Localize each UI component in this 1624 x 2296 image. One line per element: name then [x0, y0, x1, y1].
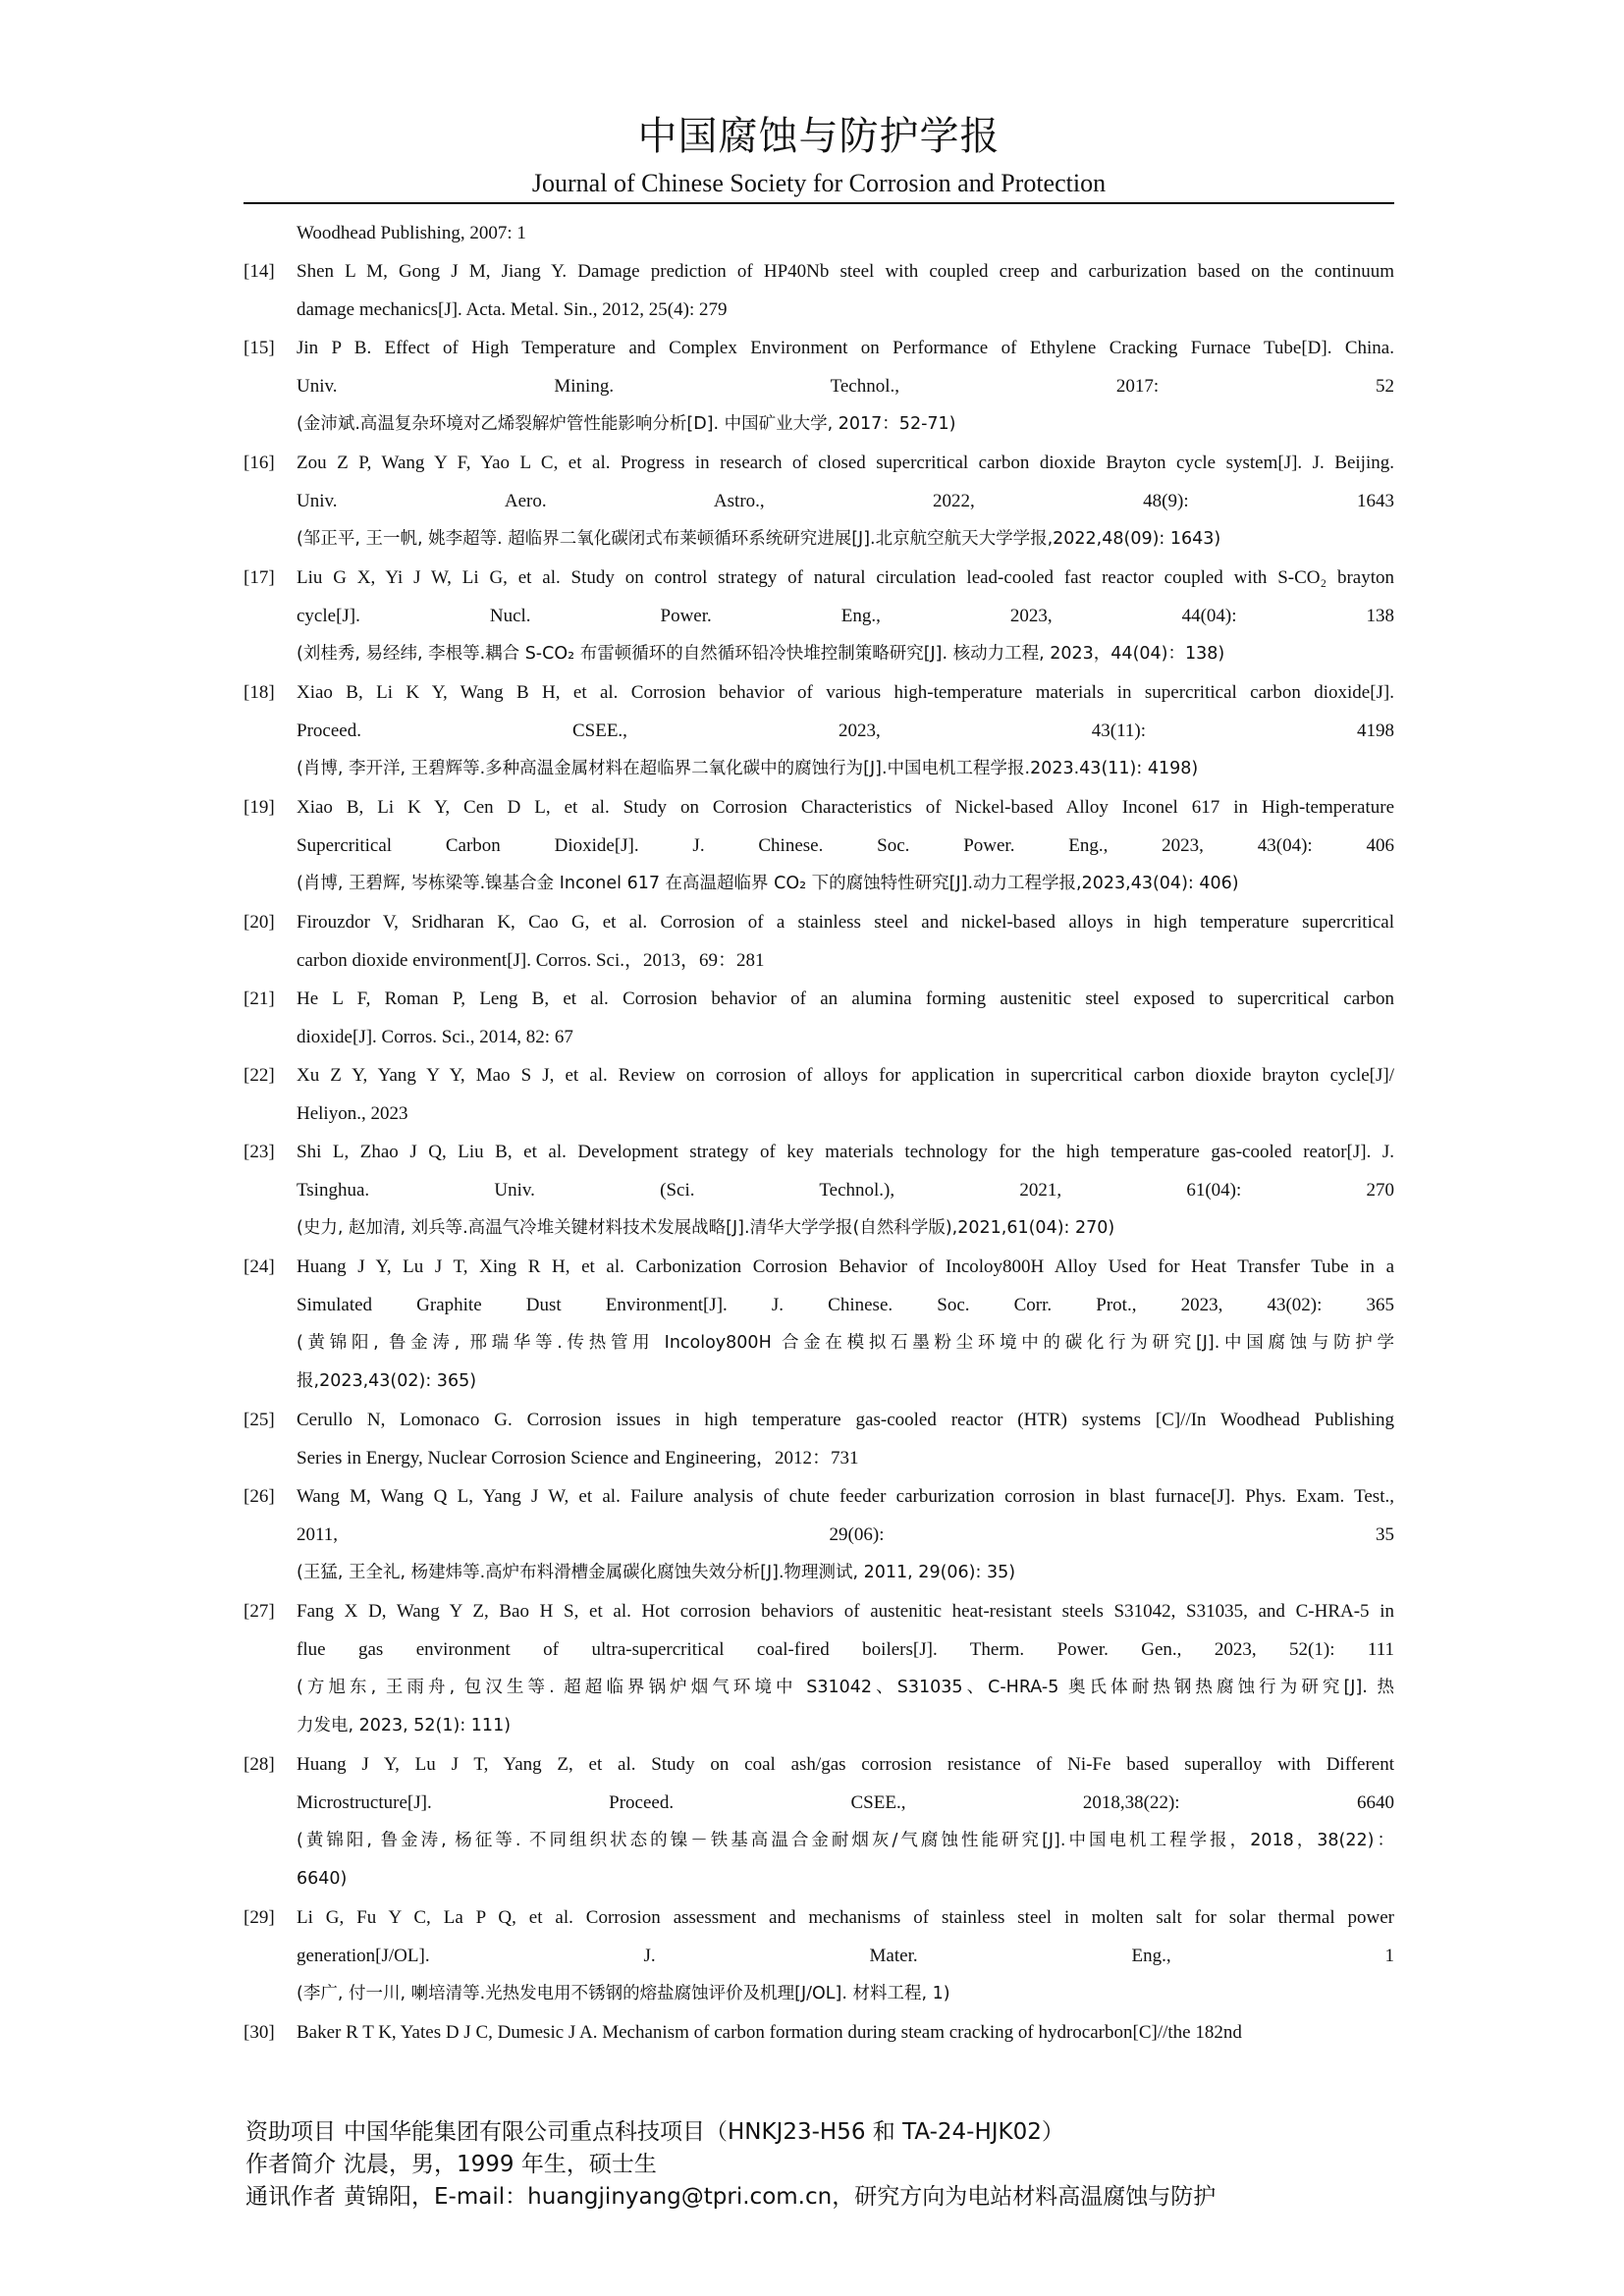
reference-text: [297, 252, 1394, 329]
reference-line: Fang X D, Wang Y Z, Bao H S, et al. Hot corrosion behaviors of austenitic heat-resistant steels S31042, S31035, and C-HRA-5 in: [297, 1601, 1394, 1622]
reference-line-cn: (史力, 赵加清, 刘兵等.高温气冷堆关键材料技术发展战略[J].清华大学学报(自然科学版),2021,61(04): 270): [297, 1218, 1115, 1238]
reference-number: [14]: [244, 261, 275, 282]
reference-item: [244, 1056, 1394, 1133]
reference-line: Tsinghua. Univ. (Sci. Technol.), 2021, 61(04): 270: [297, 1180, 1394, 1201]
reference-line: Baker R T K, Yates D J C, Dumesic J A. Mechanism of carbon formation during steam cracking of hydrocarbon[C]//the 182nd: [297, 2022, 1242, 2043]
journal-title-en: Journal of Chinese Society for Corrosion and Protection: [531, 169, 1107, 197]
reference-number: [27]: [244, 1601, 275, 1622]
reference-line: Heliyon., 2023: [297, 1103, 408, 1124]
reference-number: [21]: [244, 988, 275, 1009]
reference-line: Series in Energy, Nuclear Corrosion Science and Engineering，2012：731: [297, 1448, 859, 1468]
reference-item: [244, 1248, 1394, 1401]
reference-line-cn: 力发电, 2023, 52(1): 111): [297, 1716, 512, 1735]
reference-line: Xu Z Y, Yang Y Y, Mao S J, et al. Review on corrosion of alloys for application in supercritical carbon dioxide brayton cycle[J]/: [297, 1065, 1394, 1086]
reference-item: [244, 1477, 1394, 1592]
reference-line-cn: 报,2023,43(02): 365): [297, 1371, 477, 1391]
reference-number: [28]: [244, 1754, 275, 1775]
reference-item: [244, 329, 1394, 444]
reference-item: [244, 1401, 1394, 1477]
reference-line: Huang J Y, Lu J T, Xing R H, et al. Carbonization Corrosion Behavior of Incoloy800H Alloy Used for Heat Transfer Tube in a: [297, 1256, 1394, 1277]
reference-number: [30]: [244, 2022, 275, 2043]
reference-number: [20]: [244, 912, 275, 933]
reference-item: [244, 788, 1394, 903]
reference-line-cn: (邹正平, 王一帆, 姚李超等. 超临界二氧化碳闭式布莱顿循环系统研究进展[J].北京航空航天大学学报,2022,48(09): 1643): [297, 529, 1221, 549]
reference-line-cn: (金沛斌.高温复杂环境对乙烯裂解炉管性能影响分析[D]. 中国矿业大学, 2017：52-71): [297, 414, 956, 434]
reference-text: [297, 559, 1394, 673]
funding-line: [245, 2116, 1216, 2149]
reference-text: [297, 1248, 1394, 1401]
reference-item: [244, 559, 1394, 673]
reference-line: Microstructure[J]. Proceed. CSEE., 2018,38(22): 6640: [297, 1792, 1394, 1813]
reference-number: [24]: [244, 1256, 275, 1277]
reference-line: Wang M, Wang Q L, Yang J W, et al. Failure analysis of chute feeder carburization corrosion in blast furnace[J]. Phys. Exam. Test.,: [297, 1486, 1394, 1507]
reference-line: Univ. Aero. Astro., 2022, 48(9): 1643: [297, 491, 1394, 511]
reference-text: [297, 214, 1394, 252]
reference-line-cn: 6640): [297, 1869, 348, 1889]
reference-item: [244, 444, 1394, 559]
reference-number: [23]: [244, 1142, 275, 1162]
reference-text: [297, 1592, 1394, 1745]
reference-line-cn: (王猛, 王全礼, 杨建炜等.高炉布料滑槽金属碳化腐蚀失效分析[J].物理测试, 2011, 29(06): 35): [297, 1563, 1016, 1582]
corresponding-author-text: 黄锦阳，E-mail：huangjinyang@tpri.com.cn，研究方向为电站材料高温腐蚀与防护: [344, 2184, 1217, 2210]
reference-text: [297, 1898, 1394, 2013]
author-line: [245, 2149, 1216, 2181]
reference-text: [297, 1401, 1394, 1477]
reference-item: [244, 980, 1394, 1056]
journal-header: [244, 110, 1394, 200]
reference-line: Simulated Graphite Dust Environment[J]. J. Chinese. Soc. Corr. Prot., 2023, 43(02): 365: [297, 1295, 1394, 1315]
reference-item: [244, 673, 1394, 788]
corresponding-author-line: [245, 2181, 1216, 2214]
reference-line: Shen L M, Gong J M, Jiang Y. Damage prediction of HP40Nb steel with coupled creep and carburization based on the continuum: [297, 261, 1394, 282]
reference-text: [297, 1745, 1394, 1898]
reference-line: Zou Z P, Wang Y F, Yao L C, et al. Progress in research of closed supercritical carbon dioxide Brayton cycle system[J]. J. Beijing.: [297, 453, 1394, 473]
reference-line: Xiao B, Li K Y, Wang B H, et al. Corrosion behavior of various high-temperature materials in supercritical carbon dioxide[J].: [297, 682, 1394, 703]
reference-item: [244, 903, 1394, 980]
reference-text: [297, 903, 1394, 980]
reference-line: Li G, Fu Y C, La P Q, et al. Corrosion assessment and mechanisms of stainless steel in molten salt for solar thermal power: [297, 1907, 1394, 1928]
reference-text: [297, 1477, 1394, 1592]
reference-item: [244, 1745, 1394, 1898]
reference-line: Cerullo N, Lomonaco G. Corrosion issues in high temperature gas-cooled reactor (HTR) systems [C]//In Woodhead Publishing: [297, 1410, 1394, 1430]
reference-text: [297, 673, 1394, 788]
reference-line: dioxide[J]. Corros. Sci., 2014, 82: 67: [297, 1027, 573, 1047]
reference-number: [16]: [244, 453, 275, 473]
reference-list: [244, 214, 1394, 2052]
reference-number: [25]: [244, 1410, 275, 1430]
reference-line: damage mechanics[J]. Acta. Metal. Sin., 2012, 25(4): 279: [297, 299, 728, 320]
reference-number: [18]: [244, 682, 275, 703]
corresponding-author-label: 通讯作者: [245, 2184, 336, 2210]
reference-line: He L F, Roman P, Leng B, et al. Corrosion behavior of an alumina forming austenitic steel exposed to supercritical carbon: [297, 988, 1394, 1009]
funding-text: 中国华能集团有限公司重点科技项目（HNKJ23-H56 和 TA-24-HJK02）: [344, 2119, 1064, 2145]
reference-line-cn: (肖博, 王碧辉, 岑栋梁等.镍基合金 Inconel 617 在高温超临界 CO₂ 下的腐蚀特性研究[J].动力工程学报,2023,43(04): 406): [297, 874, 1239, 893]
reference-line: Liu G X, Yi J W, Li G, et al. Study on control strategy of natural circulation lead-cooled fast reactor coupled with S-CO₂ brayton: [297, 567, 1394, 588]
reference-line: Huang J Y, Lu J T, Yang Z, et al. Study on coal ash/gas corrosion resistance of Ni-Fe based superalloy with Different: [297, 1754, 1394, 1775]
reference-item: [244, 1898, 1394, 2013]
reference-number: [15]: [244, 338, 275, 358]
reference-line-cn: (李广, 付一川, 喇培清等.光热发电用不锈钢的熔盐腐蚀评价及机理[J/OL]. 材料工程, 1): [297, 1984, 950, 2003]
reference-item: [244, 1592, 1394, 1745]
reference-line: Firouzdor V, Sridharan K, Cao G, et al. Corrosion of a stainless steel and nickel-based alloys in high temperature supercritical: [297, 912, 1394, 933]
reference-number: [26]: [244, 1486, 275, 1507]
reference-line: cycle[J]. Nucl. Power. Eng., 2023, 44(04): 138: [297, 606, 1394, 626]
reference-line-cn: (黄锦阳, 鲁金涛, 杨征等. 不同组织状态的镍－铁基高温合金耐烟灰/气腐蚀性能研究[J].中国电机工程学报，2018，38(22)：: [297, 1831, 1394, 1850]
reference-line: Proceed. CSEE., 2023, 43(11): 4198: [297, 721, 1394, 741]
reference-number: [19]: [244, 797, 275, 818]
reference-line: Xiao B, Li K Y, Cen D L, et al. Study on Corrosion Characteristics of Nickel-based Alloy Inconel 617 in High-temperature: [297, 797, 1394, 818]
reference-number: [29]: [244, 1907, 275, 1928]
reference-line: carbon dioxide environment[J]. Corros. Sci.，2013，69：281: [297, 950, 765, 971]
reference-item: [244, 1133, 1394, 1248]
reference-item: [244, 2013, 1394, 2052]
reference-text: [297, 2013, 1394, 2052]
reference-line-cn: (黄锦阳, 鲁金涛, 邢瑞华等.传热管用 Incoloy800H 合金在模拟石墨粉尘环境中的碳化行为研究[J].中国腐蚀与防护学: [297, 1333, 1394, 1353]
reference-text: [297, 1056, 1394, 1133]
reference-item: [244, 214, 1394, 252]
reference-line: generation[J/OL]. J. Mater. Eng., 1: [297, 1946, 1394, 1966]
author-text: 沈晨，男，1999 年生，硕士生: [344, 2152, 657, 2177]
reference-line-cn: (刘桂秀, 易经纬, 李根等.耦合 S-CO₂ 布雷顿循环的自然循环铅冷快堆控制策略研究[J]. 核动力工程, 2023，44(04)：138): [297, 644, 1225, 664]
reference-number: [22]: [244, 1065, 275, 1086]
reference-number: [17]: [244, 567, 275, 588]
footnote-block: [245, 2116, 1216, 2214]
reference-line: Shi L, Zhao J Q, Liu B, et al. Development strategy of key materials technology for the high temperature gas-cooled reator[J]. J.: [297, 1142, 1394, 1162]
reference-text: [297, 329, 1394, 444]
journal-title-cn: 中国腐蚀与防护学报: [637, 114, 1001, 159]
reference-line-cn: (肖博, 李开洋, 王碧辉等.多种高温金属材料在超临界二氧化碳中的腐蚀行为[J].中国电机工程学报.2023.43(11): 4198): [297, 759, 1199, 778]
reference-item: [244, 252, 1394, 329]
reference-line: Woodhead Publishing, 2007: 1: [297, 223, 526, 243]
reference-text: [297, 444, 1394, 559]
header-rule: [244, 202, 1394, 204]
reference-text: [297, 1133, 1394, 1248]
reference-line: 2011, 29(06): 35: [297, 1524, 1394, 1545]
reference-line-cn: (方旭东, 王雨舟, 包汉生等. 超超临界锅炉烟气环境中 S31042、S31035、C-HRA-5 奥氏体耐热钢热腐蚀行为研究[J]. 热: [297, 1678, 1394, 1697]
reference-text: [297, 788, 1394, 903]
reference-line: flue gas environment of ultra-supercritical coal-fired boilers[J]. Therm. Power. Gen., 2023, 52(1): 111: [297, 1639, 1394, 1660]
funding-label: 资助项目: [245, 2119, 336, 2145]
reference-text: [297, 980, 1394, 1056]
author-label: 作者简介: [245, 2152, 336, 2177]
reference-line: Supercritical Carbon Dioxide[J]. J. Chinese. Soc. Power. Eng., 2023, 43(04): 406: [297, 835, 1394, 856]
reference-line: Jin P B. Effect of High Temperature and Complex Environment on Performance of Ethylene Cracking Furnace Tube[D]. China.: [297, 338, 1394, 358]
reference-number: [244, 214, 297, 252]
reference-line: Univ. Mining. Technol., 2017: 52: [297, 376, 1394, 397]
